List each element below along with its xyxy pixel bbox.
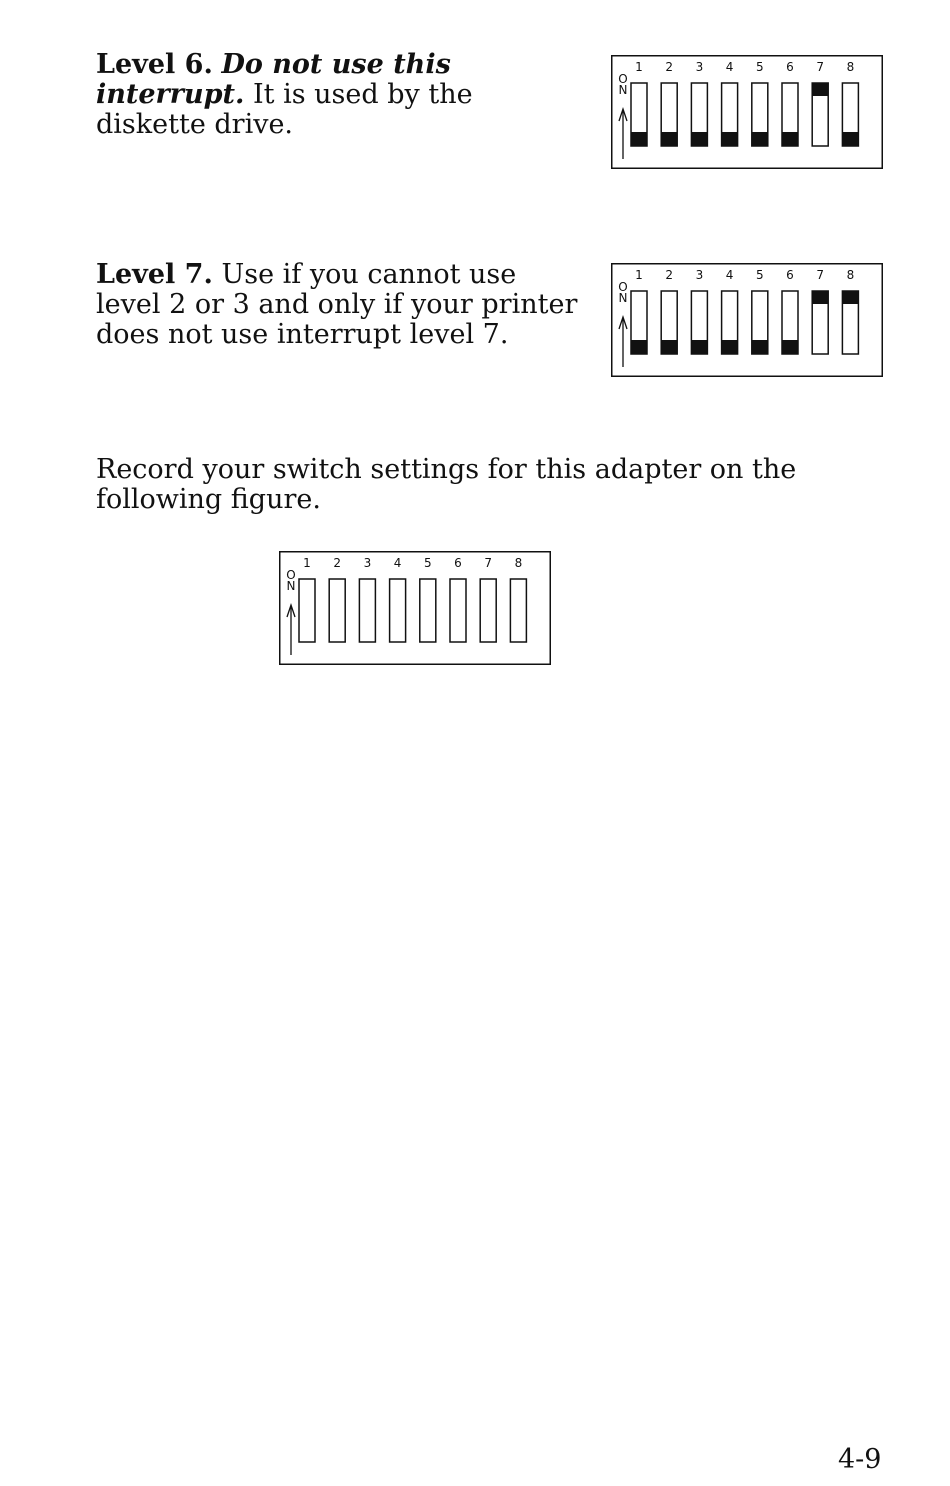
level-7-text-2: level 2 or 3 and only if your printer <box>96 289 578 320</box>
dip-switch-level-7 <box>611 263 883 377</box>
switch-slot <box>450 579 466 642</box>
switch-knob-off <box>661 132 677 146</box>
switch-knob-on <box>842 291 858 304</box>
level-6-description <box>96 50 496 140</box>
switch-number: 7 <box>484 556 493 570</box>
switch-knob-off <box>631 340 647 354</box>
switch-knob-off <box>631 132 647 146</box>
switch-number: 3 <box>695 268 704 282</box>
on-label-letter: O <box>286 568 296 582</box>
switch-knob-off <box>752 132 768 146</box>
switch-number: 8 <box>514 556 523 570</box>
switch-slot <box>390 579 406 642</box>
level-7-description <box>96 260 596 350</box>
switch-number: 4 <box>725 268 734 282</box>
on-label-letter: N <box>618 83 628 97</box>
switch-knob-off <box>722 132 738 146</box>
level-7-text-3: does not use interrupt level 7. <box>96 319 509 350</box>
on-label-letter: O <box>618 72 628 86</box>
switch-number: 2 <box>665 268 674 282</box>
level-6-warning-2: interrupt. <box>96 79 245 110</box>
dip-switch-record-figure <box>279 551 551 665</box>
on-label-letter: O <box>618 280 628 294</box>
switch-slot <box>359 579 375 642</box>
switch-knob-on <box>812 291 828 304</box>
switch-number: 5 <box>755 268 764 282</box>
level-7-text-1: Use if you cannot use <box>221 259 517 290</box>
on-label <box>286 568 295 593</box>
level-7-label: Level 7. <box>96 259 213 290</box>
switch-knob-off <box>752 340 768 354</box>
switch-slot <box>510 579 526 642</box>
on-label-letter: N <box>286 579 296 593</box>
switch-number: 6 <box>786 60 794 74</box>
switch-number: 2 <box>665 60 674 74</box>
switch-slot <box>299 579 315 642</box>
page-number: 4-9 <box>838 1444 882 1475</box>
switch-number: 8 <box>846 60 855 74</box>
on-label <box>618 280 627 305</box>
switch-number: 7 <box>816 268 825 282</box>
switch-number: 4 <box>725 60 734 74</box>
switch-number: 5 <box>423 556 432 570</box>
switch-number: 1 <box>635 268 643 282</box>
switch-knob-on <box>812 83 828 96</box>
switch-knob-off <box>691 340 707 354</box>
dip-switch-level-6 <box>611 55 883 169</box>
switch-knob-off <box>842 132 858 146</box>
switch-slot <box>329 579 345 642</box>
level-6-warning-1: Do not use this <box>221 49 451 80</box>
switch-knob-off <box>722 340 738 354</box>
on-label <box>618 72 627 97</box>
on-label-letter: N <box>618 291 628 305</box>
switch-number: 6 <box>454 556 462 570</box>
record-text-1: Record your switch settings for this adapter on the <box>96 454 797 485</box>
switch-slot <box>420 579 436 642</box>
switch-number: 8 <box>846 268 855 282</box>
level-6-label: Level 6. <box>96 49 213 80</box>
record-text-2: following figure. <box>96 484 321 515</box>
switch-knob-off <box>782 132 798 146</box>
level-6-text-3: diskette drive. <box>96 109 294 140</box>
switch-knob-off <box>782 340 798 354</box>
switch-slot <box>480 579 496 642</box>
switch-number: 3 <box>695 60 704 74</box>
switch-knob-off <box>691 132 707 146</box>
switch-number: 1 <box>635 60 643 74</box>
switch-number: 2 <box>333 556 342 570</box>
switch-knob-off <box>661 340 677 354</box>
switch-number: 3 <box>363 556 372 570</box>
switch-number: 4 <box>393 556 402 570</box>
switch-number: 6 <box>786 268 794 282</box>
record-instructions <box>96 455 816 515</box>
switch-number: 5 <box>755 60 764 74</box>
switch-number: 1 <box>303 556 311 570</box>
switch-number: 7 <box>816 60 825 74</box>
level-6-text-2: It is used by the <box>252 79 473 110</box>
